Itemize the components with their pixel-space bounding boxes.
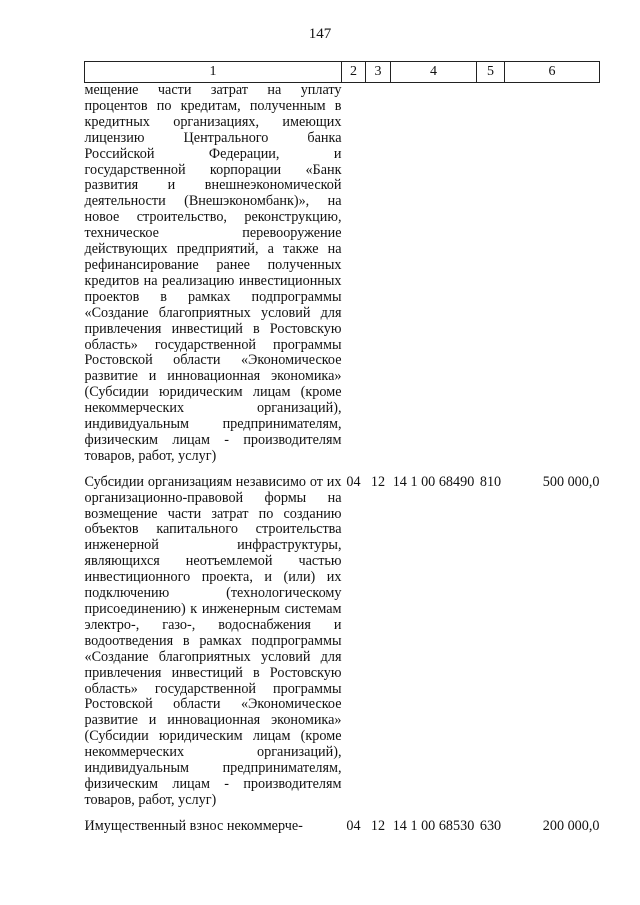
table-row: [85, 819, 600, 835]
row-section: 04: [346, 473, 361, 490]
row-amount: 200 000,0: [542, 817, 600, 834]
column-header: 3: [366, 62, 391, 83]
column-header: 5: [477, 62, 505, 83]
column-header: 1: [85, 62, 342, 83]
row-section: [342, 83, 366, 465]
row-section: 04: [346, 817, 361, 834]
column-header: 2: [342, 62, 366, 83]
row-amount: [505, 83, 600, 465]
table-row: [85, 83, 600, 465]
table-row: [85, 475, 600, 809]
row-target-article: 14 1 00 68530: [392, 817, 475, 834]
row-subsection: 12: [370, 473, 386, 490]
table-header-row: [85, 62, 600, 83]
row-amount: 500 000,0: [542, 473, 600, 490]
row-target-article: [391, 83, 477, 465]
column-header: 4: [391, 62, 477, 83]
row-subsection: 12: [370, 817, 386, 834]
row-expense-type: 810: [479, 473, 502, 490]
column-header: 6: [505, 62, 600, 83]
row-description: Субсидии организациям независимо от их организационно-правовой формы на возмещение части затрат по созданию объектов капитального строительства инженерной инфраструктуры, являющихся неотъемлемой частью инвестиционного проекта, и (или) их подключению (технологическому присоединению) к инженерным системам электро-, газо-, водоснабжения и водоотведения в рамках подпрограммы «Создание благоприятных условий для привлечения инвестиций в Ростовскую область» государственной программы Ростовской области «Экономическое развитие и инновационная экономика» (Субсидии юридическим лицам (кроме некоммерческих организаций), индивидуальным предпринимателям, физическим лицам - производителям товаров, работ, услуг): [84, 473, 342, 808]
row-subsection: [366, 83, 391, 465]
page-number: 147: [308, 26, 332, 42]
row-description: мещение части затрат на уплату процентов по кредитам, полученным в кредитных организациях, имеющих лицензию Центрального банка Российской Федерации, и государственной корпорации «Банк развития и внешнеэкономической деятельности (Внешэкономбанк)», на новое строительство, реконструкцию, техническое перевооружение действующих предприятий, а также на рефинансирование ранее полученных кредитов на реализацию инвестиционных проектов в рамках подпрограммы «Создание благоприятных условий для привлечения инвестиций в Ростовскую область» государственной программы Ростовской области «Экономическое развитие и инновационная экономика» (Субсидии юридическим лицам (кроме некоммерческих организаций), индивидуальным предпринимателям, физическим лицам - производителям товаров, работ, услуг): [84, 82, 342, 464]
row-description: Имущественный взнос некоммерче-: [84, 817, 303, 834]
row-target-article: 14 1 00 68490: [392, 473, 475, 490]
budget-table: [84, 61, 600, 835]
row-expense-type: 630: [479, 817, 502, 834]
row-expense-type: [477, 83, 505, 465]
